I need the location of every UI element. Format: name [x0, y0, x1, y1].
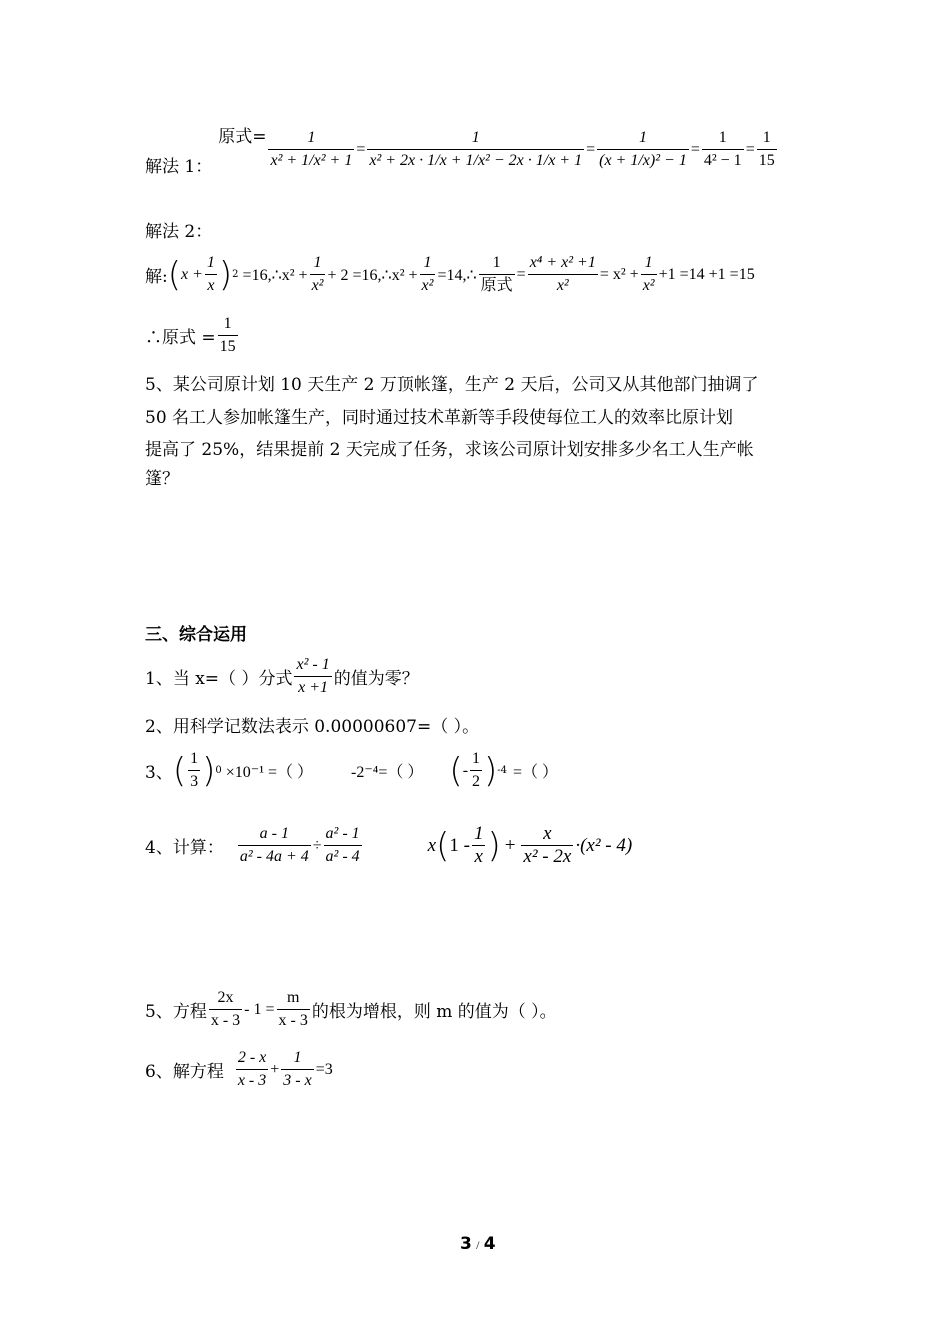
section3-q2: 2、用科学记数法表示 0.00000607=（ ）。: [145, 717, 480, 737]
solution2-frac-x4: $\frac{\text{x⁴ + x² +1}}{\text{x²}}$: [529, 254, 596, 294]
q6-frac-b: $\frac{1}{3 - x}$: [283, 1049, 312, 1089]
q3-frac-half: 1 2: [472, 750, 481, 790]
solution2-line2: ∴原式 = $\frac{1}{15}$: [145, 313, 240, 358]
problem5-line2: 50 名工人参加帐篷生产，同时通过技术革新等手段使每位工人的效率比原计划: [145, 408, 734, 428]
solution1-frac-1: $\frac{1}{\text{x² + 1/x² + 1}}$: [270, 129, 353, 169]
solution1-frac-3: $\frac{1}{\text{(x + 1/x)² − 1}}$: [599, 129, 687, 169]
q4-frac-right: $\frac{x}{\text{x² - 2x}}$: [523, 823, 572, 867]
solution2-frac-1x2-a: $\frac{1}{\text{x²}}$: [311, 254, 324, 294]
q4-frac-a: $\frac{a - 1}{\text{a² - 4a + 4}}$: [239, 825, 309, 865]
solution2-result-frac: $\frac{1}{15}$: [219, 315, 236, 355]
solution2-frac-1x: $\frac{1}{x}$: [206, 254, 215, 294]
q1-frac: x² - 1 x +1: [296, 656, 330, 696]
solution1-eq-left: 原式=: [218, 127, 267, 147]
q4-frac-b: $\frac{\text{a² - 1}}{\text{a² - 4}}$: [325, 825, 360, 865]
solution2-frac-yuanshi: 1 原式: [480, 254, 513, 294]
q5-frac-a: 2x x - 3: [210, 989, 241, 1029]
solution2-label: 解法 2：: [145, 222, 213, 242]
section3-q3: 3、 ( 1 3 ) 0 ×10⁻¹ =（ ） -2⁻⁴=（ ） ( - 1 2 ) -4 =（ ）: [145, 748, 558, 793]
problem5-line3: 提高了 25%，结果提前 2 天完成了任务，求该公司原计划安排多少名工人生产帐: [145, 440, 754, 460]
section3-q5: 5、方程 2x x - 3 - 1 = $\frac{m}{x - 3}$ 的根为增根，则 m 的值为（ ）。: [145, 987, 557, 1032]
page-separator: /: [476, 1238, 480, 1252]
solution2-frac-1x2-b: $\frac{1}{\text{x²}}$: [421, 254, 434, 294]
q4-frac-1x: 1 x: [473, 823, 484, 867]
solution1-frac-4: $\frac{1}{\text{4² − 1}}$: [703, 129, 742, 169]
solution1-label: 解法 1：: [145, 157, 213, 177]
section3-q4: 4、计算： $\frac{a - 1}{\text{a² - 4a + 4}}$ ÷ $\frac{\text{a² - 1}}{\text{a² - 4}}$ x ( 1 - 1 x ) + $\frac{x}{\text{x² - 2x}}$ ·(x² - 4): [145, 823, 633, 867]
section3-q6: 6、解方程 2 - x x - 3 + $\frac{1}{3 - x}$ =3: [145, 1047, 333, 1092]
page-total: 4: [483, 1234, 496, 1254]
solution1-frac-2: $\frac{1}{\text{x² + 2x · 1/x + 1/x² − 2x · 1/x + 1}}$: [369, 129, 583, 169]
solution1-line: 解法 1： 原式= $\frac{1}{\text{x² + 1/x² + 1}}$ = $\frac{1}{\text{x² + 2x · 1/x + 1/x² − 2x · 1/x + 1}}$ = $\frac{1}{\text{(x + 1/x)² − 1}}$ = $\frac{1}{\text{4² − 1}}$ = $\frac{1}{15}$: [145, 122, 779, 177]
solution2-prefix: 解:: [145, 267, 168, 287]
page-current: 3: [460, 1234, 472, 1254]
page-number: [460, 1234, 496, 1254]
problem5-line4: 篷？: [145, 469, 179, 489]
section3-heading: 三、综合运用: [145, 625, 247, 645]
q5-frac-b: $\frac{m}{x - 3}$: [278, 989, 308, 1029]
section3-q1: 1、当 x=（ ）分式 x² - 1 x +1 的值为零？: [145, 654, 419, 699]
problem5-line1: 5、某公司原计划 10 天生产 2 万顶帐篷，生产 2 天后，公司又从其他部门抽调了: [145, 375, 759, 395]
solution1-frac-5: $\frac{1}{15}$: [758, 129, 775, 169]
solution2-line1: 解: ( x + $\frac{1}{x}$ ) 2 =16,∴x² + $\frac{1}{\text{x²}}$ + 2 =16,∴x² + $\frac{1}{\text{x²}}$ =14,∴ 1 原式 = $\frac{\text{x⁴ + x² +1}}{\text{x²}}$ = x² + $\frac{1}{\text{x²}}$ +1 =14 +1 =15: [145, 252, 755, 297]
q3-frac-third: 1 3: [190, 750, 199, 790]
q6-frac-a: 2 - x x - 3: [237, 1049, 267, 1089]
solution2-frac-1x2-c: $\frac{1}{\text{x²}}$: [642, 254, 655, 294]
